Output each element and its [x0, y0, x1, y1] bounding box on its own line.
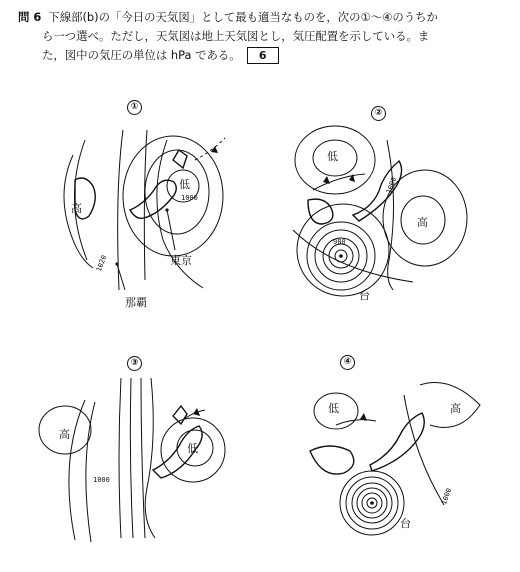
weather-map-1-drawing: [55, 100, 265, 300]
high-label-4: 高: [450, 402, 461, 415]
map-number-3: ③: [127, 356, 142, 371]
high-label-1: 高: [71, 202, 82, 215]
question-number: 問 6: [18, 10, 42, 24]
typhoon-label-4: 台: [400, 517, 411, 530]
map-number-2: ②: [371, 106, 386, 121]
weather-map-1[interactable]: [55, 100, 265, 309]
isobar-1000-label-2: 1000: [385, 176, 399, 195]
question-line-2: ら一つ選べ。ただし，天気図は地上天気図とし，気圧配置を示している。ま: [42, 29, 430, 43]
naha-label: 那覇: [125, 296, 147, 309]
isobar-1000-label-1: 1000: [181, 194, 198, 202]
map-number-1: ①: [127, 100, 142, 115]
question-line-1: 下線部(b)の「今日の天気図」として最も適当なものを，次の①～④のうちか: [48, 10, 438, 24]
question-text: [18, 8, 512, 65]
question-line-3: た，図中の気圧の単位は hPa である。: [42, 48, 241, 62]
high-label-3: 高: [59, 428, 70, 441]
map-number-4: ④: [340, 355, 355, 370]
low-label-3: 低: [187, 442, 198, 455]
weather-map-3[interactable]: [35, 350, 245, 550]
low-label-2: 低: [327, 150, 338, 163]
typhoon-label-2: 台: [359, 289, 370, 302]
answer-box[interactable]: 6: [247, 47, 279, 64]
isobar-1020-label-1: 1020: [95, 254, 109, 273]
typhoon-pressure-label-2: 980: [333, 238, 346, 246]
isobar-1000-label-4: 1000: [440, 487, 454, 506]
weather-map-2[interactable]: [283, 100, 493, 300]
high-label-2: 高: [417, 216, 428, 229]
tokyo-label: 東京: [170, 254, 192, 267]
low-label-1: 低: [179, 178, 190, 191]
low-label-4: 低: [328, 402, 339, 415]
weather-map-2-drawing: [283, 100, 493, 300]
isobar-1000-label-3: 1000: [93, 476, 110, 484]
weather-map-3-drawing: [35, 350, 245, 550]
weather-map-4[interactable]: [300, 355, 510, 555]
